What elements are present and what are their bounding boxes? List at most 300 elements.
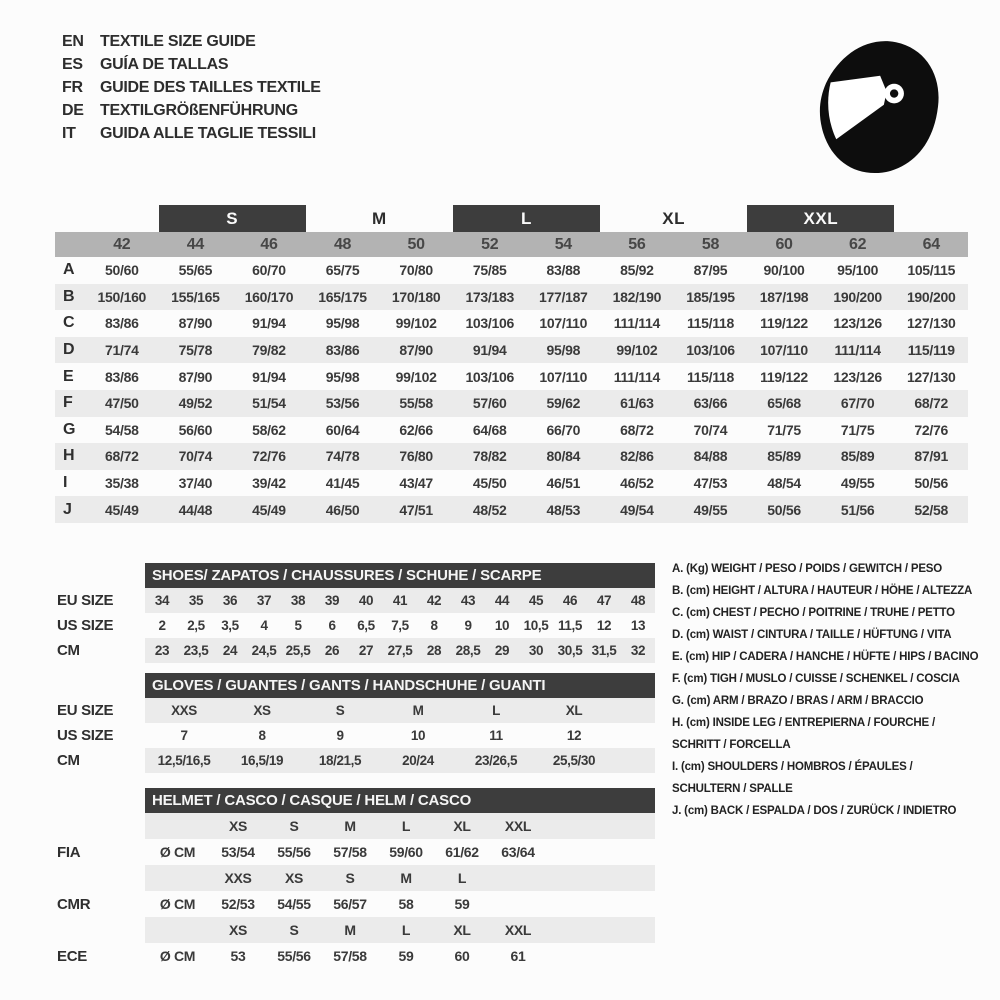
measurement-value: 70/80 [399,262,433,279]
helmet-value: L [457,870,467,886]
shoes-value: 24 [222,643,238,658]
measurement-value: 75/78 [178,342,213,359]
measurement-value: 80/84 [546,448,581,465]
title-text: GUÍA DE TALLAS [100,55,229,73]
size-group-xxl: XXL [747,205,894,232]
legend-line: J. (cm) BACK / ESPALDA / DOS / ZURÜCK / INDIETRO [672,805,957,817]
helmet-value: 53/54 [221,844,255,860]
shoes-value: 2 [158,618,166,633]
measurement-value: 95/100 [837,262,879,279]
helmet-row [55,891,655,917]
row-label: FIA [57,843,81,861]
measurement-value: 78/82 [472,448,507,465]
measurement-value: 72/76 [914,421,948,438]
gloves-value: XXS [171,703,197,718]
measurement-value: 119/122 [760,315,808,332]
measurement-value: 49/55 [693,501,728,518]
measurement-value: 127/130 [906,315,956,332]
measurement-row [55,443,968,470]
measurement-value: 155/165 [171,288,220,305]
measurement-value: 53/56 [325,395,360,412]
gloves-value: XS [253,703,271,718]
measurement-value: 83/86 [325,342,360,359]
shoes-value: 2,5 [187,618,205,633]
gloves-value: 12 [566,728,582,743]
measurement-value: 45/49 [105,501,139,518]
shoes-row [55,613,655,638]
measurement-value: 95/98 [325,368,360,385]
measurement-value: 54/58 [105,421,139,438]
measurement-value: 49/54 [620,501,654,518]
size-number: 56 [628,235,646,253]
measurement-value: 61/63 [620,395,654,412]
size-number: 46 [260,235,278,253]
language-code: FR [62,78,83,96]
unit-label: Ø CM [159,844,196,860]
helmet-icon [798,26,966,181]
measurement-value: 83/86 [105,315,139,332]
measurement-value: 170/180 [391,288,441,305]
gloves-value: 25,5/30 [552,753,596,768]
size-number: 60 [775,235,793,253]
shoes-cells [145,588,655,613]
gloves-value: 10 [410,728,426,743]
helmet-value: XS [228,922,248,938]
helmet-value: S [345,870,355,886]
measurement-row [55,417,968,444]
measurement-value: 66/70 [546,421,581,438]
measurement-value: 85/89 [840,448,875,465]
measurement-value: 71/75 [840,421,875,438]
gloves-value: 8 [258,728,266,743]
measurement-value: 95/98 [325,315,360,332]
measurement-value: 74/78 [325,448,360,465]
shoes-value: 47 [596,593,612,608]
measurement-value: 111/114 [613,368,660,385]
legend-line: H. (cm) INSIDE LEG / ENTREPIERNA / FOURCHE / [672,717,935,729]
shoes-value: 32 [630,643,646,658]
helmet-value: XL [453,922,471,938]
shoes-value: 10 [494,618,510,633]
measurement-row [55,284,968,311]
size-group-m: M [371,208,387,228]
language-code: DE [62,101,84,119]
legend-line: D. (cm) WAIST / CINTURA / TAILLE / HÜFTUNG / VITA [672,629,952,641]
size-number: 64 [922,235,940,253]
shoes-table [55,588,655,663]
measurement-value: 111/114 [834,342,881,359]
row-label: ECE [57,947,87,965]
measurement-row [55,257,968,284]
helmet-row [55,943,655,969]
gloves-value: 12,5/16,5 [157,753,211,768]
measurement-value: 99/102 [395,315,437,332]
helmet-cells [145,891,655,917]
legend-line: I. (cm) SHOULDERS / HOMBROS / ÉPAULES / [672,761,913,773]
helmet-value: 52/53 [221,896,255,912]
title-line [62,53,321,76]
title-text: GUIDA ALLE TAGLIE TESSILI [100,124,316,142]
gloves-value: 11 [489,728,503,743]
measurement-value: 71/75 [767,421,801,438]
shoes-value: 8 [430,618,438,633]
shoes-value: 11,5 [558,618,582,633]
row-label: EU SIZE [57,702,114,719]
helmet-value: M [344,922,356,938]
legend-line: G. (cm) ARM / BRAZO / BRAS / ARM / BRACCIO [672,695,924,707]
unit-label: Ø CM [159,948,196,964]
language-code: IT [62,124,76,142]
shoes-value: 41 [392,593,408,608]
measurement-value: 46/52 [620,475,654,492]
measurement-value: 83/86 [105,368,139,385]
measurement-value: 64/68 [472,421,507,438]
title-line [62,122,321,145]
helmet-table-title-bar: HELMET / CASCO / CASQUE / HELM / CASCO [145,788,655,813]
measurement-value: 49/52 [178,395,213,412]
helmet-value: 57/58 [333,844,367,860]
shoes-value: 10,5 [523,618,549,633]
measurement-value: 55/65 [178,262,213,279]
shoes-value: 30 [528,643,544,658]
measurement-value: 95/98 [546,342,581,359]
shoes-value: 35 [188,593,204,608]
measurement-value: 87/95 [693,262,728,279]
textile-size-table [55,205,968,523]
shoes-value: 39 [324,593,340,608]
measurement-value: 51/56 [840,501,875,518]
helmet-value: 59 [398,948,414,964]
shoes-value: 28,5 [455,643,481,658]
measurement-value: 90/100 [763,262,805,279]
measurement-value: 45/49 [252,501,286,518]
helmet-value: 55/56 [277,844,311,860]
size-number: 50 [407,235,425,253]
shoes-value: 12 [596,618,612,633]
shoes-value: 3,5 [221,618,239,633]
row-letter: H [63,447,75,465]
measurement-value: 68/72 [914,395,948,412]
helmet-cells [145,839,655,865]
measurement-value: 51/54 [252,395,286,412]
shoes-value: 37 [256,593,272,608]
helmet-value: 61/62 [445,844,479,860]
helmet-table [55,813,655,969]
shoes-value: 27 [358,643,374,658]
measurement-value: 59/62 [546,395,581,412]
row-letter: C [63,314,75,332]
helmet-value: XXL [504,818,532,834]
gloves-cells [145,698,655,723]
measurement-value: 111/114 [613,315,660,332]
measurement-value: 107/110 [760,342,808,359]
helmet-row [55,813,655,839]
measurement-value: 65/75 [325,262,360,279]
measurement-value: 115/118 [686,368,734,385]
group-spacer [894,205,968,232]
gloves-row [55,698,655,723]
row-label: US SIZE [57,617,114,634]
gloves-table-title-bar: GLOVES / GUANTES / GANTS / HANDSCHUHE / GUANTI [145,673,655,698]
row-letter: I [63,474,68,492]
helmet-value: M [344,818,356,834]
measurement-value: 58/62 [252,421,286,438]
unit-label: Ø CM [159,896,196,912]
row-label [55,813,145,839]
measurement-value: 57/60 [472,395,507,412]
measurement-value: 76/80 [399,448,433,465]
measurement-value: 103/106 [465,315,514,332]
row-label: CMR [57,895,91,913]
shoes-value: 44 [494,593,510,608]
measurement-value: 60/64 [325,421,360,438]
gloves-row [55,748,655,773]
measurement-row [55,470,968,497]
measurement-value: 87/90 [399,342,433,359]
shoes-value: 43 [460,593,476,608]
shoes-row [55,588,655,613]
measurement-value: 103/106 [686,342,735,359]
measurement-value: 150/160 [97,288,147,305]
size-number: 54 [554,235,572,253]
measurement-value: 87/90 [178,315,213,332]
measurement-value: 123/126 [833,315,882,332]
legend-line: SCHULTERN / SPALLE [672,783,793,795]
shoes-value: 45 [528,593,544,608]
shoes-value: 23 [154,643,170,658]
measurement-value: 45/50 [472,475,507,492]
helmet-cells [145,943,655,969]
title-line [62,76,321,99]
measurement-value: 44/48 [178,501,213,518]
measurement-value: 75/85 [472,262,507,279]
shoes-value: 34 [154,593,170,608]
measurement-rows [55,257,968,523]
shoes-value: 30,5 [557,643,583,658]
shoes-value: 36 [222,593,238,608]
measurement-row [55,390,968,417]
measurement-value: 187/198 [759,288,809,305]
gloves-cells [145,748,655,773]
helmet-value: L [401,922,411,938]
measurement-value: 47/51 [399,501,433,518]
measurement-value: 91/94 [472,342,507,359]
helmet-value: 56/57 [333,896,367,912]
measurement-value: 190/200 [833,288,882,305]
measurement-value: 91/94 [252,315,286,332]
helmet-value: 58 [398,896,414,912]
measurement-value: 37/40 [178,475,213,492]
shoes-value: 7,5 [391,618,409,633]
gloves-table [55,698,655,773]
measurement-value: 115/118 [686,315,734,332]
measurement-value: 185/195 [686,288,735,305]
row-label [55,917,145,943]
shoes-value: 40 [358,593,374,608]
row-label: US SIZE [57,727,114,744]
measurement-value: 71/74 [105,342,139,359]
helmet-value: XL [453,818,471,834]
title-line [62,99,321,122]
shoes-value: 9 [464,618,472,633]
size-number: 58 [701,235,720,253]
measurement-value: 48/53 [546,501,581,518]
size-number: 48 [333,235,352,253]
shoes-value: 27,5 [387,643,413,658]
size-group-xl: XL [662,208,686,228]
measurement-value: 182/190 [612,288,662,305]
size-number: 44 [186,235,204,253]
measurement-value: 85/89 [767,448,801,465]
measurement-value: 115/119 [907,342,955,359]
legend-line: B. (cm) HEIGHT / ALTURA / HAUTEUR / HÖHE / ALTEZZA [672,585,973,597]
measurement-value: 160/170 [244,288,294,305]
measurement-value: 43/47 [399,475,433,492]
helmet-value: 53 [230,948,246,964]
size-number: 52 [481,235,499,253]
measurement-legend [672,558,978,822]
helmet-value: 60 [454,948,470,964]
helmet-value: XS [228,818,248,834]
helmet-value: 63/64 [501,844,535,860]
title-text: GUIDE DES TAILLES TEXTILE [100,78,321,96]
measurement-row [55,496,968,523]
helmet-value: 59 [454,896,470,912]
measurement-value: 48/54 [767,475,801,492]
helmet-cells [145,865,655,891]
measurement-value: 68/72 [105,448,139,465]
helmet-row [55,839,655,865]
gloves-value: L [492,703,500,718]
gloves-value: 16,5/19 [240,753,284,768]
size-number-header-row [55,232,968,257]
measurement-value: 46/50 [325,501,360,518]
measurement-value: 49/55 [840,475,875,492]
gloves-value: S [335,703,345,718]
measurement-value: 46/51 [546,475,581,492]
measurement-value: 105/115 [907,262,956,279]
shoes-value: 42 [426,593,442,608]
measurement-value: 35/38 [105,475,139,492]
helmet-row [55,917,655,943]
measurement-value: 87/91 [914,448,948,465]
helmet-value: S [289,818,299,834]
measurement-value: 83/88 [546,262,581,279]
helmet-value: 57/58 [333,948,367,964]
measurement-value: 72/76 [252,448,286,465]
row-letter: J [63,500,72,518]
shoes-value: 29 [494,643,510,658]
row-letter: B [63,287,75,305]
measurement-value: 52/58 [914,501,948,518]
shoes-value: 46 [562,593,578,608]
measurement-value: 103/106 [465,368,514,385]
measurement-value: 70/74 [178,448,213,465]
shoes-value: 38 [290,593,306,608]
row-letter: D [63,341,75,359]
legend-line: E. (cm) HIP / CADERA / HANCHE / HÜFTE / HIPS / BACINO [672,651,979,663]
shoes-cells [145,613,655,638]
measurement-value: 41/45 [325,475,360,492]
helmet-value: XXS [224,870,252,886]
row-label: CM [57,642,80,659]
title-text: TEXTILE SIZE GUIDE [100,32,256,50]
measurement-value: 56/60 [178,421,213,438]
shoes-value: 13 [630,618,646,633]
measurement-value: 165/175 [318,288,367,305]
legend-line: F. (cm) TIGH / MUSLO / CUISSE / SCHENKEL / COSCIA [672,673,960,685]
helmet-value: XS [284,870,304,886]
shoes-value: 24,5 [251,643,277,658]
measurement-value: 99/102 [395,368,437,385]
measurement-value: 50/56 [914,475,948,492]
measurement-row [55,363,968,390]
helmet-value: S [289,922,299,938]
shoes-value: 31,5 [591,643,617,658]
group-spacer [55,205,159,232]
measurement-value: 63/66 [693,395,728,412]
measurement-value: 48/52 [472,501,507,518]
measurement-value: 107/110 [539,368,588,385]
helmet-cells [145,813,655,839]
measurement-value: 177/187 [539,288,588,305]
shoes-value: 48 [630,593,646,608]
row-label: CM [57,752,80,769]
gloves-value: 20/24 [402,753,434,768]
measurement-value: 68/72 [620,421,654,438]
legend-line: A. (Kg) WEIGHT / PESO / POIDS / GEWITCH / PESO [672,563,943,575]
helmet-value: M [400,870,412,886]
measurement-value: 119/122 [760,368,808,385]
measurement-value: 70/74 [693,421,728,438]
gloves-value: 9 [336,728,344,743]
size-group-l: L [453,205,600,232]
measurement-value: 190/200 [906,288,956,305]
title-text: TEXTILGRÖßENFÜHRUNG [100,101,298,119]
gloves-value: 23/26,5 [474,753,518,768]
measurement-value: 99/102 [616,342,658,359]
gloves-value: XL [565,703,583,718]
measurement-value: 60/70 [252,262,286,279]
measurement-value: 62/66 [399,421,433,438]
title-line [62,30,321,53]
shoes-value: 6 [328,618,336,633]
language-code: ES [62,55,83,73]
measurement-value: 127/130 [906,368,956,385]
helmet-value: 55/56 [277,948,311,964]
row-label [55,865,145,891]
shoes-value: 25,5 [285,643,311,658]
measurement-value: 82/86 [620,448,654,465]
measurement-value: 79/82 [252,342,286,359]
language-code: EN [62,32,84,50]
measurement-row [55,310,968,337]
measurement-value: 91/94 [252,368,286,385]
legend-line: SCHRITT / FORCELLA [672,739,791,751]
measurement-value: 65/68 [767,395,801,412]
measurement-value: 67/70 [840,395,875,412]
row-letter: A [63,261,75,279]
helmet-value: 61 [510,948,526,964]
shoes-value: 6,5 [357,618,375,633]
measurement-value: 85/92 [620,262,654,279]
size-number: 42 [113,235,131,253]
title-language-list [62,30,321,145]
row-letter: G [63,420,76,438]
measurement-row [55,337,968,364]
measurement-value: 55/58 [399,395,433,412]
measurement-value: 173/183 [465,288,514,305]
